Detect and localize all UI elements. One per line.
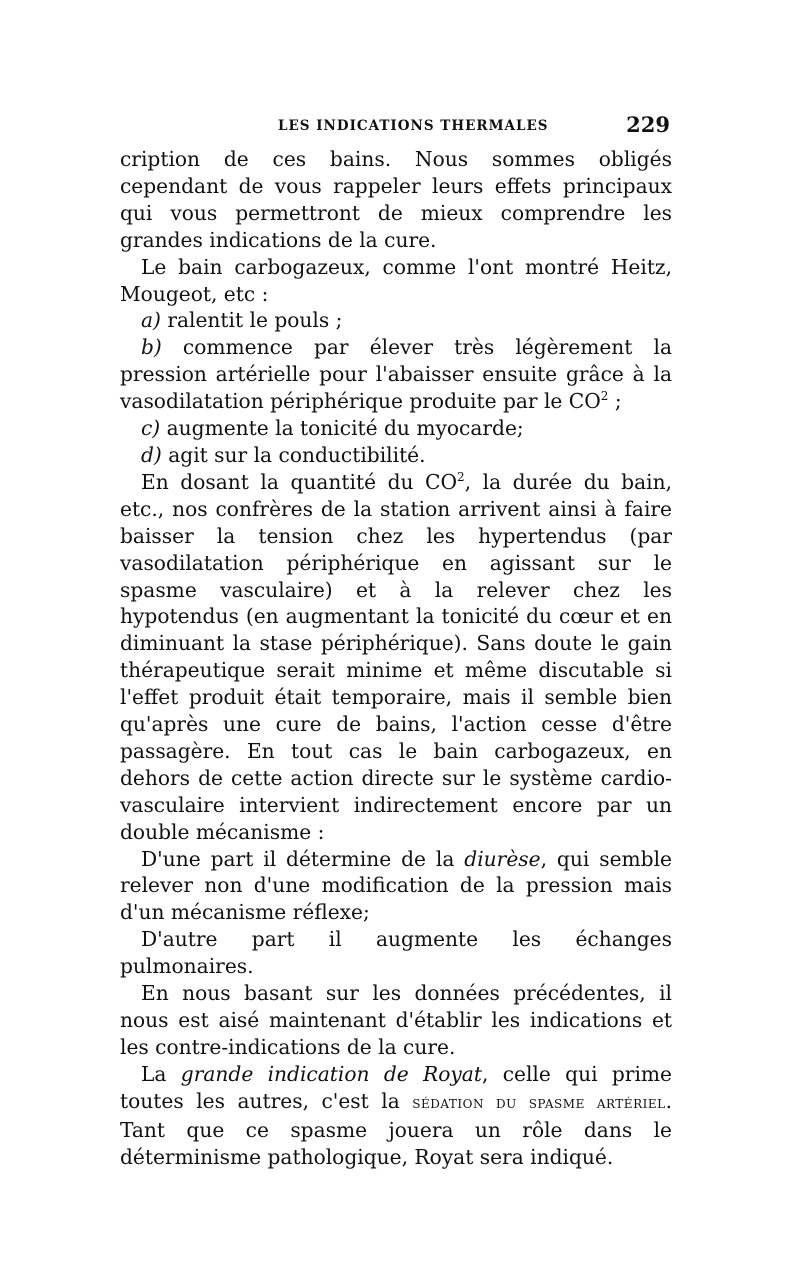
list-item-c	[120, 415, 672, 442]
list-text-c: augmente la tonicité du myocarde;	[160, 416, 524, 441]
paragraph-diuresis	[120, 846, 672, 927]
superscript-2: 2	[600, 389, 609, 404]
paragraph-royat-start: La	[141, 1061, 181, 1086]
italic-diurese: diurèse	[464, 846, 541, 871]
paragraph-indications: En nous basant sur les données précédentes, il nous est aisé maintenant d'établir les indications et les contre-indications de la cure.	[120, 981, 672, 1059]
list-label-c: c)	[141, 416, 161, 441]
body-text	[120, 146, 672, 1170]
paragraph-royat-end: . Tant que ce spasme jouera un rôle dans le déterminisme pathologique, Royat sera indiqué.	[120, 1088, 672, 1169]
list-text-b-end: ;	[608, 389, 622, 414]
paragraph-royat-middle: , celle qui prime toutes les autres, c'est la	[120, 1061, 672, 1113]
paragraph-dosage-rest: , la durée du bain, etc., nos confrères de la station arrivent ainsi à faire baisser la tension chez les hypertendus (par vasodilatation périphérique en agissant sur le spasme vasculaire) et à la relever chez les hypotendus (en augmentant la tonicité du cœur et en diminuant la stase périphérique). Sans doute le gain thérapeutique serait minime et même discutable si l'effet produit était temporaire, mais il semble bien qu'après une cure de bains, l'action cesse d'être passagère. En tout cas le bain carbogazeux, en dehors de cette action directe sur le système cardio-vasculaire intervient indirectement encore par un double mécanisme :	[120, 469, 672, 844]
paragraph-dosage-start: En dosant la quantité du CO	[141, 469, 458, 494]
list-text-d: agit sur la conductibilité.	[161, 442, 426, 467]
page-number: 229	[626, 112, 670, 137]
list-item-b	[120, 334, 672, 415]
list-text-a: ralentit le pouls ;	[160, 308, 343, 333]
paragraph-pulmonary: D'autre part il augmente les échanges pulmonaires.	[120, 927, 672, 979]
list-item-d	[120, 442, 672, 469]
paragraph-royat	[120, 1061, 672, 1171]
list-label-b: b)	[141, 335, 162, 360]
italic-grande-indication: grande indication de Royat	[180, 1061, 482, 1086]
paragraph-diuresis-rest: , qui semble relever non d'une modification de la pression mais d'un mécanisme réflexe;	[120, 846, 672, 925]
list-text-b: commence par élever très légèrement la pression artérielle pour l'abaisser ensuite grâce à la vasodilatation périphérique produite par le CO	[120, 335, 672, 414]
paragraph-diuresis-start: D'une part il détermine de la	[141, 846, 465, 871]
paragraph-carbogaseous-bath: Le bain carbogazeux, comme l'ont montré Heitz, Mougeot, etc :	[120, 254, 672, 306]
list-item-a	[120, 307, 672, 334]
paragraph-continuation: cription de ces bains. Nous sommes obligés cependant de vous rappeler leurs effets principaux qui vous permettront de mieux comprendre les grandes indications de la cure.	[120, 147, 672, 252]
smallcaps-sedation: sédation du spasme artériel	[412, 1092, 666, 1113]
running-head	[120, 112, 672, 142]
paragraph-dosage	[120, 469, 672, 846]
list-label-a: a)	[141, 308, 161, 333]
running-title: LES INDICATIONS THERMALES	[278, 118, 549, 134]
superscript-2: 2	[457, 469, 465, 484]
list-label-d: d)	[141, 442, 162, 467]
